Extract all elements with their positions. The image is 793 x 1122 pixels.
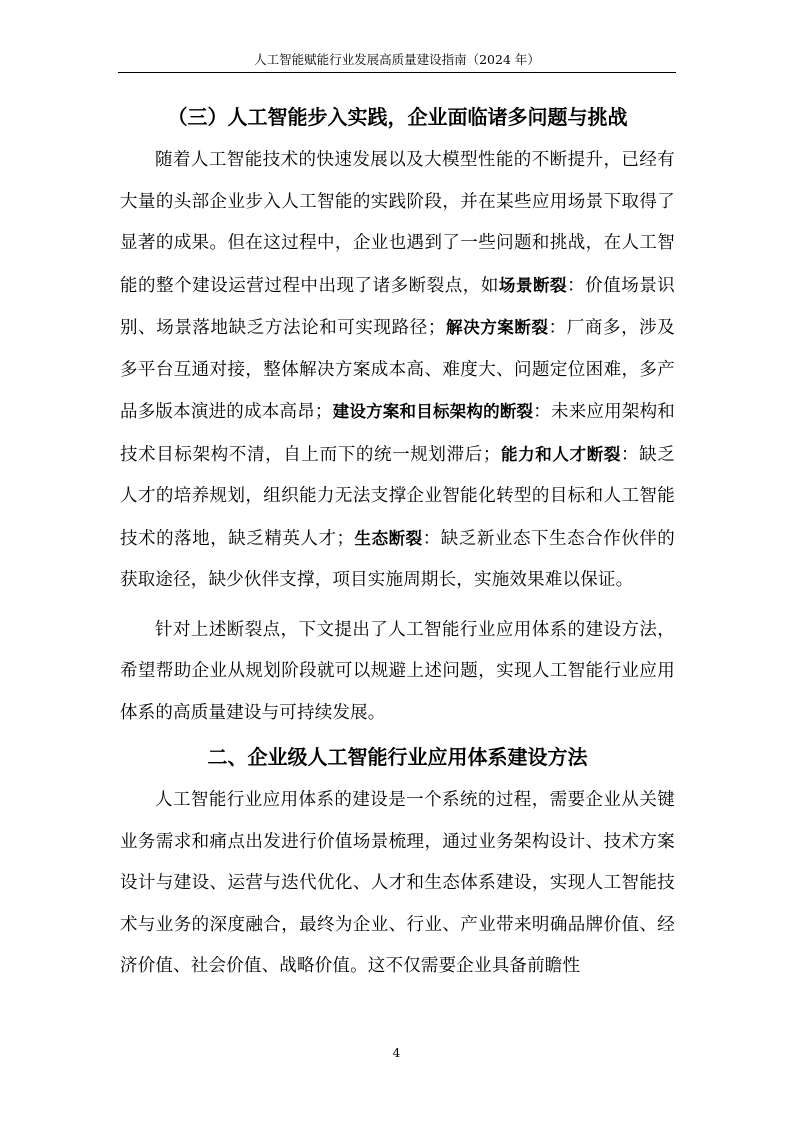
body-paragraph: 针对上述断裂点，下文提出了人工智能行业应用体系的建设方法，希望帮助企业从规划阶段就可以规避上述问题，实现人工智能行业应用体系的高质量建设与可持续发展。: [120, 619, 675, 723]
bold-term: 建设方案和目标架构的断裂: [332, 402, 534, 421]
paragraph-text: ：价值场景识别、场景落地缺乏方法论和可实现路径；: [120, 275, 675, 338]
paragraph-text: 随着人工智能技术的快速发展以及大模型性能的不断提升，已经有大量的头部企业步入人工智能的实践阶段，并在某些应用场景下取得了显著的成果。但在这过程中，企业也遇到了一些问题和挑战，在人工智能的整个建设运营过程中出现了诸多断裂点，如: [120, 150, 675, 296]
chapter-heading: 二、企业级人工智能行业应用体系建设方法: [207, 745, 588, 769]
paragraph-text: ：缺乏新业态下生态合作伙伴的获取途径，缺少伙伴支撑，项目实施周期长，实施效果难以保证。: [120, 528, 675, 590]
bold-term: 生态断裂: [354, 528, 423, 548]
bold-term: 场景断裂: [498, 275, 568, 295]
body-paragraph: [120, 140, 675, 602]
page-body: [120, 96, 675, 988]
paragraph-text: ：未来应用架构和技术目标架构不清，自上而下的统一规划滞后；: [120, 402, 675, 465]
running-header: 人工智能赋能行业发展高质量建设指南（2024 年）: [254, 52, 540, 67]
bold-term: 解决方案断裂: [445, 318, 549, 337]
header-divider: [118, 72, 676, 73]
page-number: 4: [392, 1046, 401, 1060]
bold-term: 能力和人才断裂: [500, 444, 622, 464]
paragraph-text: ：厂商多，涉及多平台互通对接，整体解决方案成本高、难度大、问题定位困难，多产品多版本演进的成本高昂；: [120, 318, 675, 422]
paragraph-text: ：缺乏人才的培养规划，组织能力无法支撑企业智能化转型的目标和人工智能技术的落地，缺乏精英人才；: [120, 444, 676, 549]
section-heading: （三）人工智能步入实践，企业面临诸多问题与挑战: [167, 105, 628, 129]
body-paragraph: 人工智能行业应用体系的建设是一个系统的过程，需要企业从关键业务需求和痛点出发进行价值场景梳理，通过业务架构设计、技术方案设计与建设、运营与迭代优化、人才和生态体系建设，实现人工智能技术与业务的深度融合，最终为企业、行业、产业带来明确品牌价值、经济价值、社会价值、战略价值。这不仅需要企业具备前瞻性: [120, 790, 675, 976]
